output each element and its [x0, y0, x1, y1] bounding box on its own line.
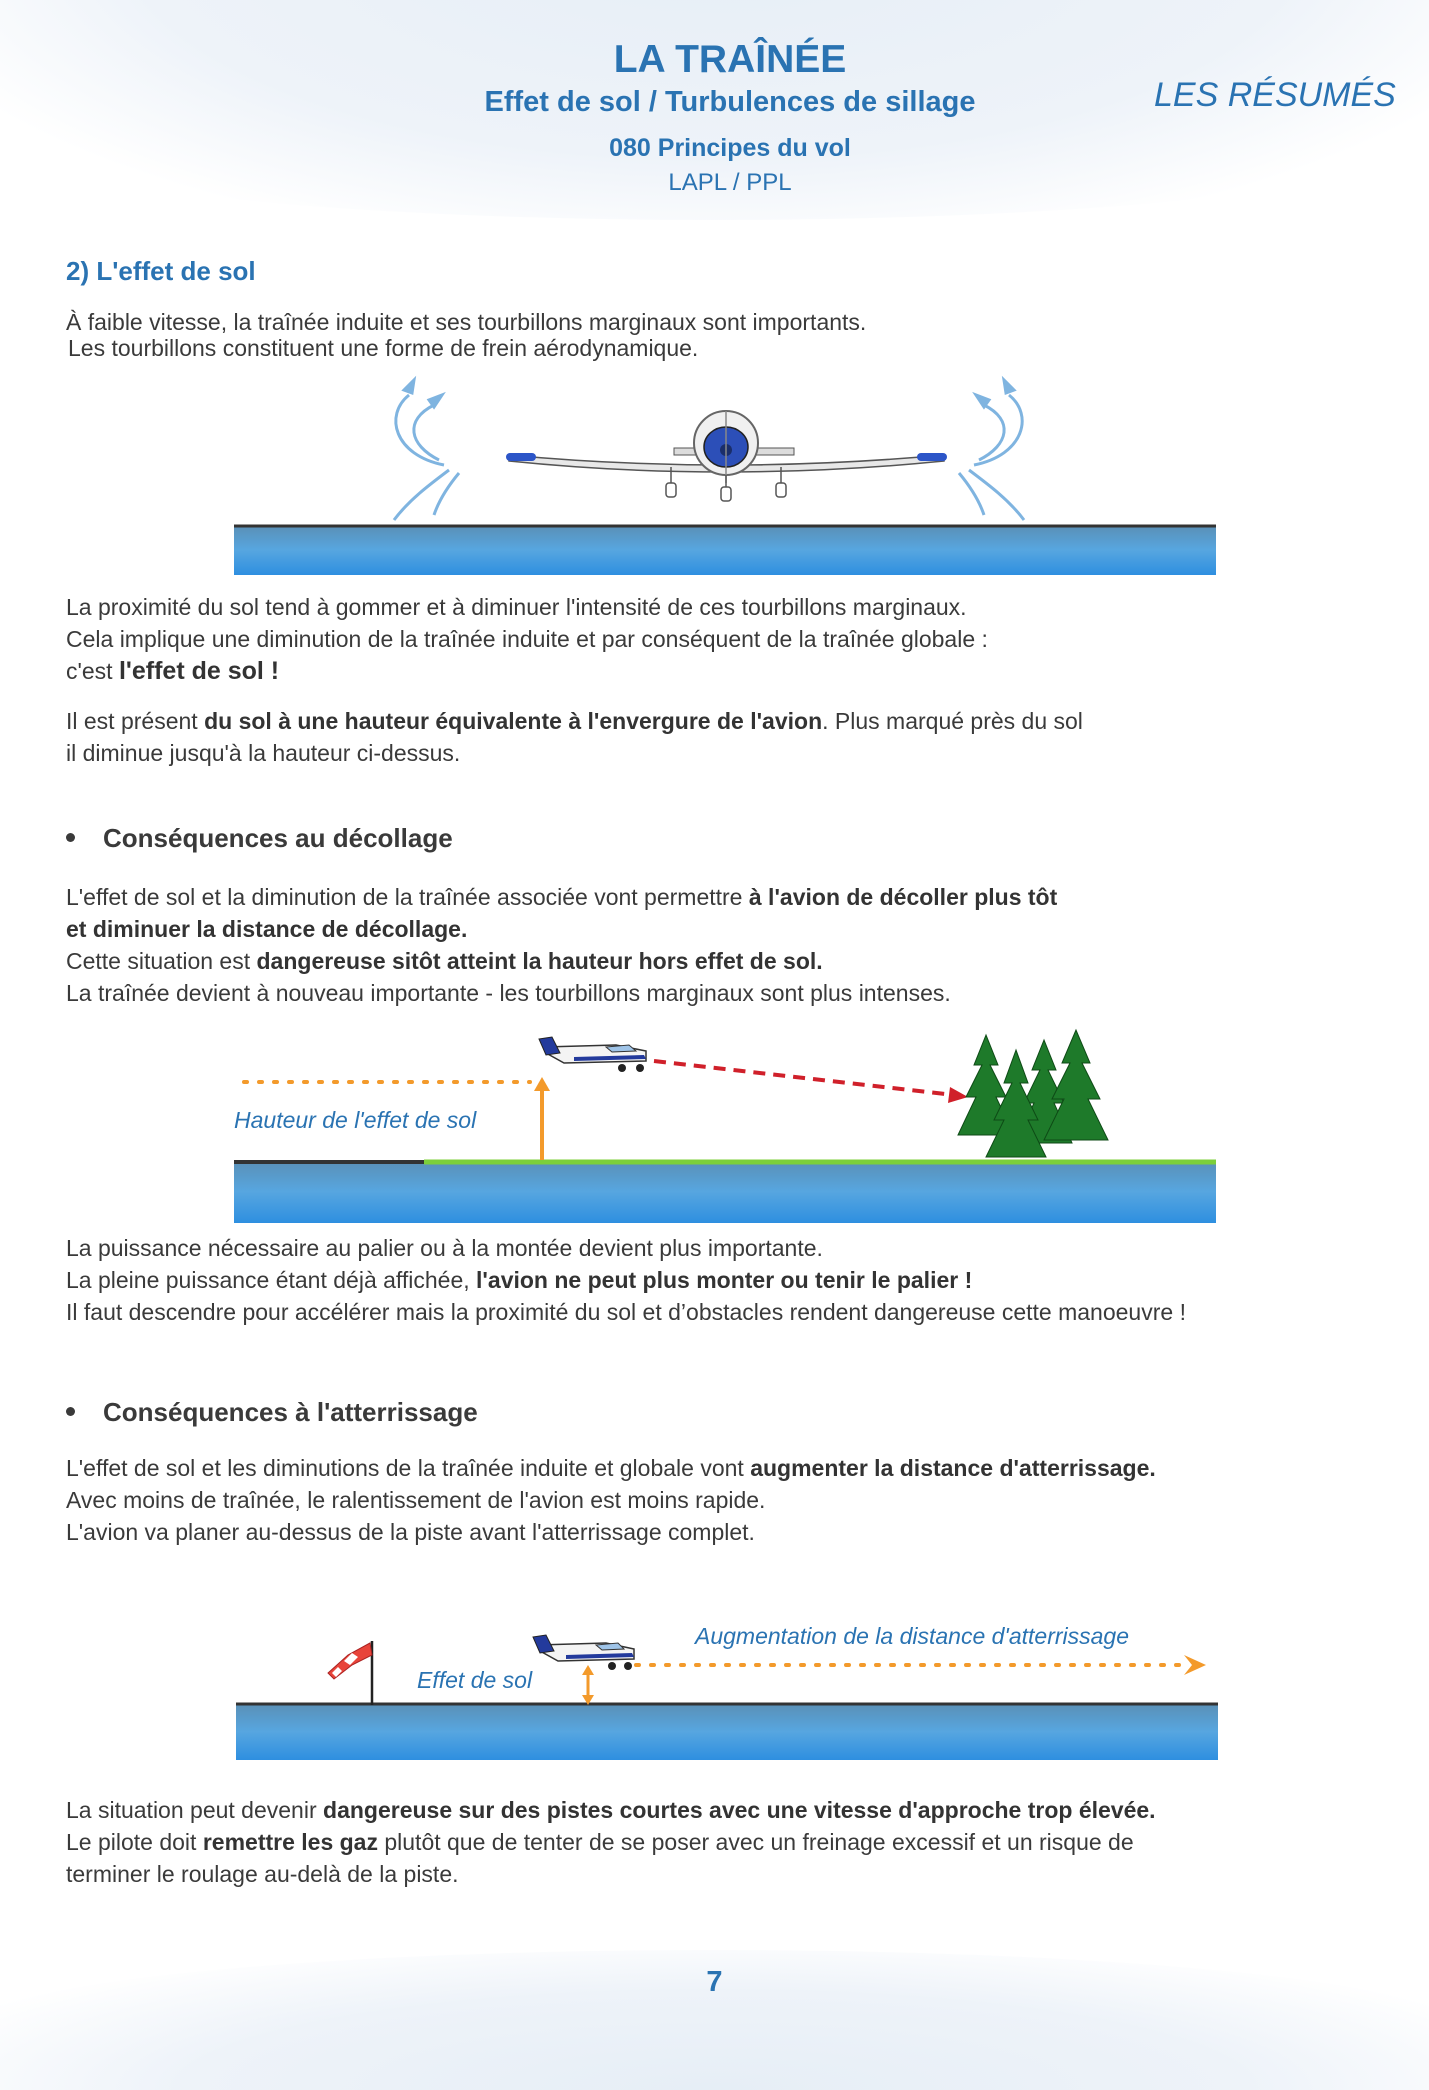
landing-line-1: L'effet de sol et les diminutions de la traînée induite et globale vont augmenter la distance d'atterrissage.: [66, 1455, 1156, 1481]
climb-path-arrow: [654, 1061, 954, 1095]
conclusion-line-2: Le pilote doit remettre les gaz plutôt que de tenter de se poser avec un freinage excessif et un risque de: [66, 1829, 1134, 1855]
runway-ground: [236, 1703, 1218, 1760]
landing-heading: Conséquences à l'atterrissage: [66, 1397, 478, 1428]
takeoff-line-2: et diminuer la distance de décollage.: [66, 916, 468, 942]
ground-effect-paragraph: [66, 591, 988, 687]
landing-distance-label: Augmentation de la distance d'atterrissage: [695, 1623, 1129, 1649]
series-label: LES RÉSUMÉS: [1154, 76, 1396, 114]
landing-paragraph: [66, 1452, 1156, 1548]
intro-line-1: À faible vitesse, la traînée induite et ses tourbillons marginaux sont importants.: [66, 309, 867, 335]
windsock-icon: [328, 1641, 372, 1705]
takeoff-heading: Conséquences au décollage: [66, 823, 453, 854]
intro-line-2: Les tourbillons constituent une forme de frein aérodynamique.: [68, 335, 699, 361]
license-level: LAPL / PPL: [668, 169, 792, 196]
landing-conclusion-paragraph: [66, 1794, 1156, 1890]
conclusion-line-1: La situation peut devenir dangereuse sur des pistes courtes avec une vitesse d'approche trop élevée.: [66, 1797, 1156, 1823]
height-paragraph: [66, 705, 1083, 769]
ground-effect-line-1: La proximité du sol tend à gommer et à diminuer l'intensité de ces tourbillons marginaux.: [66, 594, 967, 620]
landing-line-3: L'avion va planer au-dessus de la piste avant l'atterrissage complet.: [66, 1519, 755, 1545]
left-vortex-icon: [394, 380, 459, 520]
height-line-1: Il est présent du sol à une hauteur équivalente à l'envergure de l'avion. Plus marqué près du sol: [66, 708, 1083, 734]
takeoff-paragraph: [66, 881, 1057, 1009]
takeoff-consequence-paragraph: [66, 1232, 1186, 1328]
power-line-3: Il faut descendre pour accélérer mais la proximité du sol et d’obstacles rendent dangereuse cette manoeuvre !: [66, 1299, 1186, 1325]
ground-effect-line-2: Cela implique une diminution de la traînée induite et par conséquent de la traînée globale :: [66, 626, 988, 652]
bullet-icon: [66, 833, 75, 842]
section-title: 2) L'effet de sol: [66, 256, 256, 286]
takeoff-line-4: La traînée devient à nouveau importante - les tourbillons marginaux sont plus intenses.: [66, 980, 951, 1006]
takeoff-line-1: L'effet de sol et la diminution de la traînée associée vont permettre à l'avion de décoller plus tôt: [66, 884, 1058, 910]
right-vortex-icon: [959, 380, 1024, 520]
power-line-2: La pleine puissance étant déjà affichée, l'avion ne peut plus monter ou tenir le palier !: [66, 1267, 973, 1293]
runway-ground: [234, 525, 1216, 575]
power-line-1: La puissance nécessaire au palier ou à la montée devient plus importante.: [66, 1235, 823, 1261]
height-line-2: il diminue jusqu'à la hauteur ci-dessus.: [66, 740, 461, 766]
ground-effect-height-label: Hauteur de l'effet de sol: [234, 1107, 477, 1133]
page-subtitle: Effet de sol / Turbulences de sillage: [484, 86, 976, 118]
airplane-icon: [539, 1037, 646, 1072]
airplane-icon: [533, 1635, 634, 1670]
landing-line-2: Avec moins de traînée, le ralentissement de l'avion est moins rapide.: [66, 1487, 766, 1513]
intro-text: [66, 309, 866, 361]
page-number: 7: [706, 1966, 723, 1998]
wingtip-vortex-figure: [234, 375, 1216, 575]
ground-effect-line-3: c'est l'effet de sol !: [66, 657, 280, 685]
bullet-icon: [66, 1407, 75, 1416]
takeoff-line-3: Cette situation est dangereuse sitôt atteint la hauteur hors effet de sol.: [66, 948, 823, 974]
course-code: 080 Principes du vol: [609, 134, 851, 162]
trees-icon: [958, 1030, 1108, 1157]
page-title: LA TRAÎNÉE: [613, 38, 847, 81]
runway-ground: [234, 1160, 1216, 1223]
ground-effect-label: Effet de sol: [417, 1667, 533, 1693]
conclusion-line-3: terminer le roulage au-delà de la piste.: [66, 1861, 459, 1887]
